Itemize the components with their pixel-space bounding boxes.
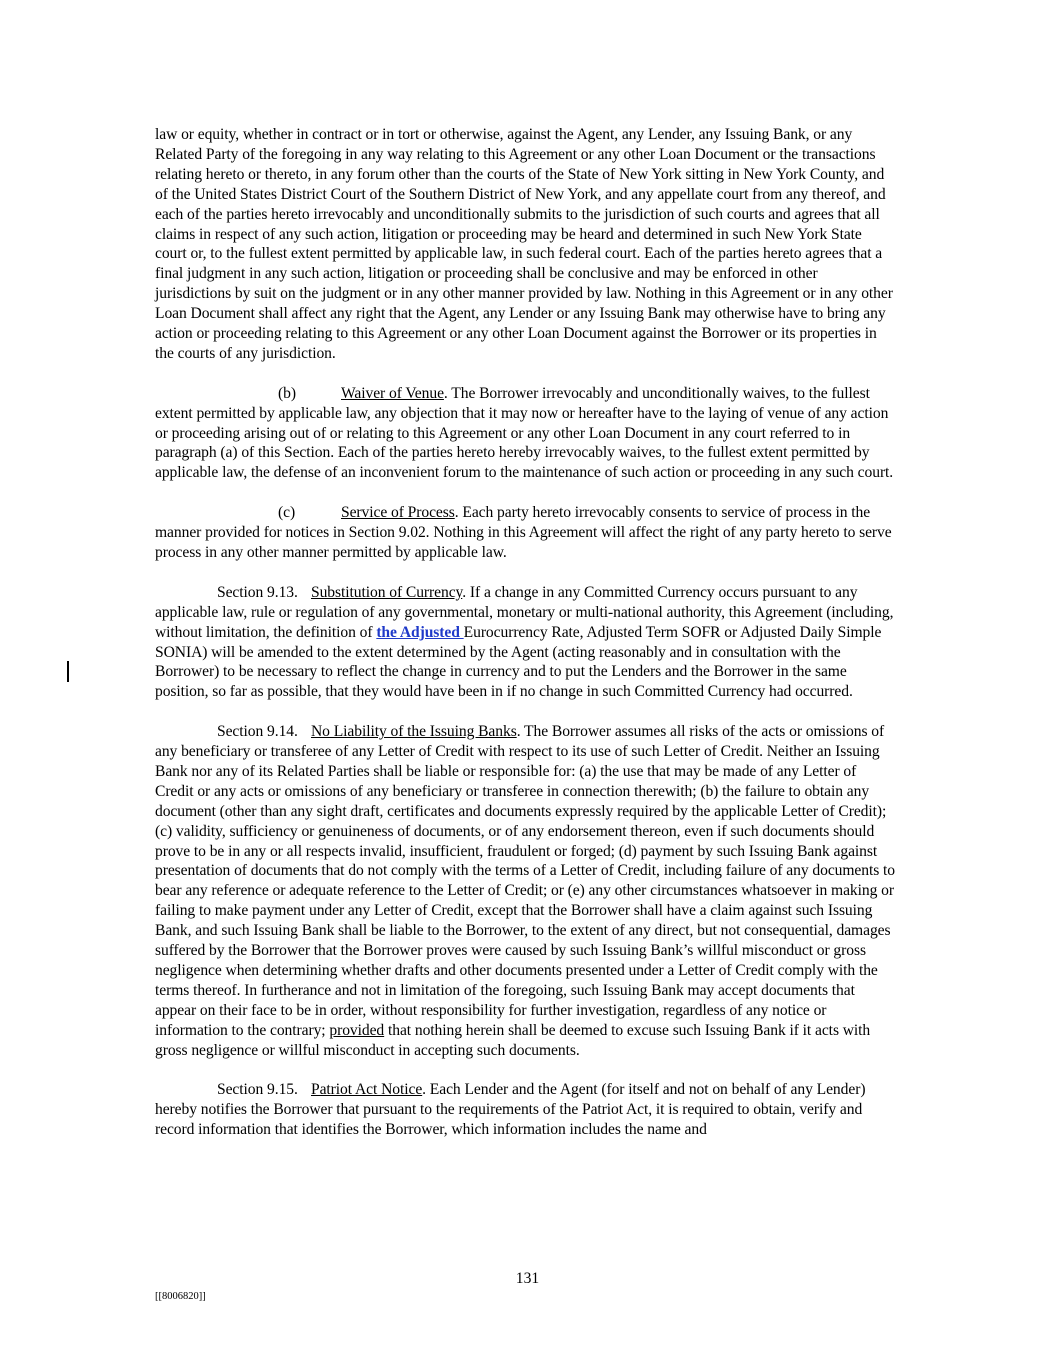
section-number: Section 9.14. — [217, 723, 298, 741]
revision-change-bar — [67, 661, 69, 682]
section-text: . If a change in any Committed Currency occurs pursuant to any applicable law, rule or regulation of any governmental, monetary or multi-national authority, this Agreement (including, without limitation, the definition of — [155, 583, 894, 641]
section-text: . Each Lender and the Agent (for itself and not on behalf of any Lender) hereby notifies the Borrower that pursuant to the requirements of the Patriot Act, it is required to obtain, verify and record information that identifies the Borrower, which information includes the name and — [155, 1081, 866, 1139]
inserted-text-link[interactable]: the Adjusted — [376, 623, 464, 641]
section-text: that nothing herein shall be deemed to excuse such Issuing Bank if it acts with gross negligence or willful misconduct in accepting such documents. — [155, 1021, 871, 1059]
document-id: [[8006820]] — [155, 1291, 206, 1302]
provided-term: provided — [329, 1021, 385, 1039]
paragraph-heading: Waiver of Venue — [341, 384, 444, 402]
section-text: . The Borrower assumes all risks of the acts or omissions of any beneficiary or transferee of any Letter of Credit with respect to its use of such Letter of Credit. Neither an Issuing Bank nor any of its Related Parties shall be liable or responsible for: (a) the use that may be made of any Letter of Credit or any acts or omissions of any beneficiary or transferee in connection therewith; (b) the failure to obtain any document (other than any sight draft, certificates and documents expressly required by the applicable Letter of Credit); (c) validity, sufficiency or genuineness of documents, or of any endorsement thereon, even if such documents should prove to be in any or all respects invalid, insufficient, fraudulent or forged; (d) payment by such Issuing Bank against presentation of documents that do not comply with the terms of a Letter of Credit, including failure of any documents to bear any reference or adequate reference to the Letter of Credit; or (e) any other circumstances whatsoever in making or failing to make payment under any Letter of Credit, except that the Borrower shall have a claim against such Issuing Bank, and such Issuing Bank shall be liable to the Borrower, to the extent of any direct, but not consequential, damages suffered by the Borrower that the Borrower proves were caused by such Issuing Bank’s willful misconduct or gross negligence when determining whether drafts and other documents presented under a Letter of Credit comply with the terms thereof. In furtherance and not in limitation of the foregoing, such Issuing Bank may accept documents that appear on their face to be in order, without responsibility for further investigation, regardless of any notice or information to the contrary; — [155, 723, 896, 1039]
paragraph-c-service-of-process — [155, 503, 897, 563]
section-heading: Patriot Act Notice — [311, 1081, 423, 1099]
section-9-14-no-liability-issuing-banks — [155, 722, 897, 1060]
section-9-13-substitution-of-currency — [155, 583, 897, 702]
paragraph-heading: Service of Process — [341, 504, 455, 522]
paragraph-continuation — [155, 125, 897, 364]
page-number: 131 — [515, 1270, 540, 1287]
paragraph-b-waiver-of-venue — [155, 384, 897, 484]
document-page — [155, 125, 897, 1160]
section-number: Section 9.15. — [217, 1081, 298, 1099]
paragraph-text: . The Borrower irrevocably and unconditionally waives, to the fullest extent permitted by applicable law, any objection that it may now or hereafter have to the laying of venue of any action or proceeding arising out of or relating to this Agreement or any other Loan Document in any court referred to in paragraph (a) of this Section. Each of the parties hereto hereby irrevocably waives, to the fullest extent permitted by applicable law, the defense of an inconvenient forum to the maintenance of such action or proceeding in any such court. — [155, 384, 894, 482]
paragraph-number: (c) — [278, 504, 296, 522]
paragraph-text: . Each party hereto irrevocably consents to service of process in the manner provided for notices in Section 9.02. Nothing in this Agreement will affect the right of any party hereto to serve process in any other manner permitted by applicable law. — [155, 504, 892, 561]
section-9-15-patriot-act-notice — [155, 1080, 897, 1140]
section-heading: Substitution of Currency — [311, 583, 463, 601]
section-text: Eurocurrency Rate, Adjusted Term SOFR or Adjusted Daily Simple SONIA) will be amended to the extent determined by the Agent (acting reasonably and in consultation with the Borrower) to be necessary to reflect the change in currency and to put the Lenders and the Borrower in the same position, so far as possible, that they would have been in if no change in such Committed Currency had occurred. — [155, 623, 882, 701]
paragraph-text: law or equity, whether in contract or in tort or otherwise, against the Agent, any Lender, any Issuing Bank, or any Related Party of the foregoing in any way relating to this Agreement or any other Loan Document or the transactions relating hereto or thereto, in any forum other than the courts of the State of New York sitting in New York County, and of the United States District Court of the Southern District of New York, and any appellate court from any thereof, and each of the parties hereto irrevocably and unconditionally submits to the jurisdiction of such courts and agrees that all claims in respect of any such action, litigation or proceeding may be heard and determined in such New York State court or, to the fullest extent permitted by applicable law, in such federal court. Each of the parties hereto agrees that a final judgment in any such action, litigation or proceeding shall be conclusive and may be enforced in other jurisdictions by suit on the judgment or in any other manner provided by law. Nothing in this Agreement or in any other Loan Document shall affect any right that the Agent, any Lender or any Issuing Bank may otherwise have to bring any action or proceeding relating to this Agreement or any other Loan Document against the Borrower or its properties in the courts of any jurisdiction. — [155, 126, 893, 362]
section-number: Section 9.13. — [217, 583, 298, 601]
section-heading: No Liability of the Issuing Banks — [311, 723, 517, 741]
paragraph-number: (b) — [278, 384, 296, 402]
